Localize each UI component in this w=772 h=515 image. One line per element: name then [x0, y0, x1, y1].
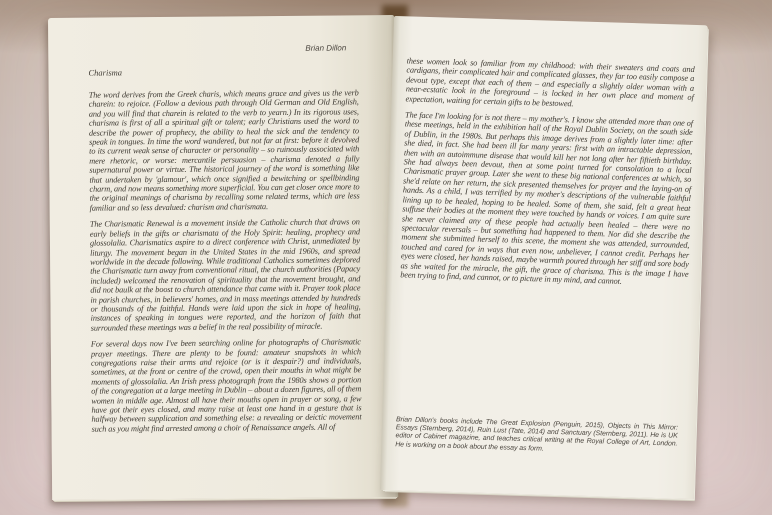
paragraph: The face I'm looking for is not there – my mother's. I know she attended more than one of these meetings, held in the exhibition hall of the Royal Dublin Society, on the south side of Dublin, in the 1980s. But perhaps this image derives from a slightly later time: after she died, in fact. She had been ill for many years: first with an intractable depression, then with an autoimmune disease that would kill her not long after her fiftieth birthday. She had always been devout, then at some point turned for consolation to a local Charismatic prayer group. Later she went to these big national conferences at which, so she'd relate on her return, the sick presented themselves for prayer and the laying-on of hands. As a child, I was terrified by my mother's descriptions of the vulnerable faithful lining up to be healed, hoping to be healed. Some of them, she said, felt a great heat suffuse their bodies at the moment they were touched by hands or voices. I am quite sure she never claimed any of these people had actually been healed – there were no spectacular reversals – but something had happened to them. Nor did she describe the moment she submitted herself to this scene, the moment she was attended, surrounded, touched and cared for in ways that even now, unbeliever, I cannot credit. Perhaps her eyes were closed, her hands raised, maybe warmth poured through her stiff and sore body as she waited for the miracle, the gift, the grace of charisma. This is the image I have been trying to find, and cannot, or to picture in my mind, and cannot.	[400, 110, 694, 286]
left-page-body	[89, 88, 362, 434]
left-page	[48, 15, 398, 500]
right-page-body	[400, 56, 694, 288]
author-name: Brian Dillon	[305, 43, 347, 53]
paragraph: The word derives from the Greek charis, which means grace and gives us the verb charein: to rejoice. (Follow a devious path through Old German and Old English, and you will find that charein is related to the verb to yearn.) In its rigorous uses, charisma is first of all a spiritual gift or talent; early Christians used the word to describe the power of prophecy, the ability to heal the sick and the tendency to speak in tongues. In time the word wandered, but not far at first: before it devolved to its current weak sense of character or personality – so ruinously associated with mere rhetoric, or worse: mercantile persuasion – charisma denoted a fully supernatural power or virtue. The historical journey of the word is something like that undertaken by 'glamour', which once signified a bewitching or spellbinding charm, and now means something more superficial. You can get closer once more to the original meanings of charisma by recalling some related terms, which are less familiar and so less devalued: charism and charismata.	[88, 88, 360, 213]
paragraph: For several days now I've been searching online for photographs of Charismatic prayer meetings. There are plenty to be found: amateur snapshots in which congregations raise their arms and rejoice (or is it despair?) and individuals, sometimes, at the front or centre of the crowd, open their mouths in what might be moments of glossolalia. An Irish press photograph from the 1980s shows a portion of the congregation at a large meeting in Dublin – about a dozen figures, all of them women in middle age. Almost all have their mouths open in prayer or song, a few have got their eyes closed, and many raise at least one hand in a gesture that is halfway between supplication and something else: a revealing or deictic movement such as you might find arrested among a choir of Renaissance angels. All of	[90, 337, 362, 434]
paragraph: The Charismatic Renewal is a movement inside the Catholic church that draws on early beliefs in the gifts or charismata of the Holy Spirit: healing, prophecy and glossolalia. Charismatics aspire to a direct conference with Christ, unmediated by liturgy. The movement began in the United States in the mid 1960s, and spread worldwide in the decade following. While traditional Catholics sometimes deplored the Charismatic turn away from conventional ritual, the church authorities (Papacy included) welcomed the renovation of spirituality that the movement brought, and did not baulk at the boost to church attendance that came with it. Prayer took place in parish churches, in believers' homes, and in mass meetings attended by hundreds or thousands of the faithful. Hands were laid upon the sick in hope of healing, instances of speaking in tongues were reported, and the horizon of faith that surrounded these meetings was a belief in the real possibility of miracle.	[89, 217, 361, 333]
author-bio: Brian Dillon's books include The Great Explosion (Penguin, 2015), Objects in This Mirror: Essays (Sternberg, 2014), Ruin Lust (Tate, 2014) and Sanctuary (Sternberg, 2011). He is UK editor of Cabinet magazine, and teaches critical writing at the Royal College of Art, London. He is working on a book about the essay as form.	[395, 416, 679, 453]
essay-title: Charisma	[88, 67, 123, 78]
paragraph: these women look so familiar from my childhood: with their sweaters and coats and cardigans, their complicated hair and complicated glasses, they far too easily compose a devout type, except that each of them – and especially a slightly older woman with a near-ecstatic look in the foreground – is locked in her own place and moment of expectation, waiting for certain gifts to be bestowed.	[405, 56, 695, 108]
right-page	[380, 16, 708, 499]
